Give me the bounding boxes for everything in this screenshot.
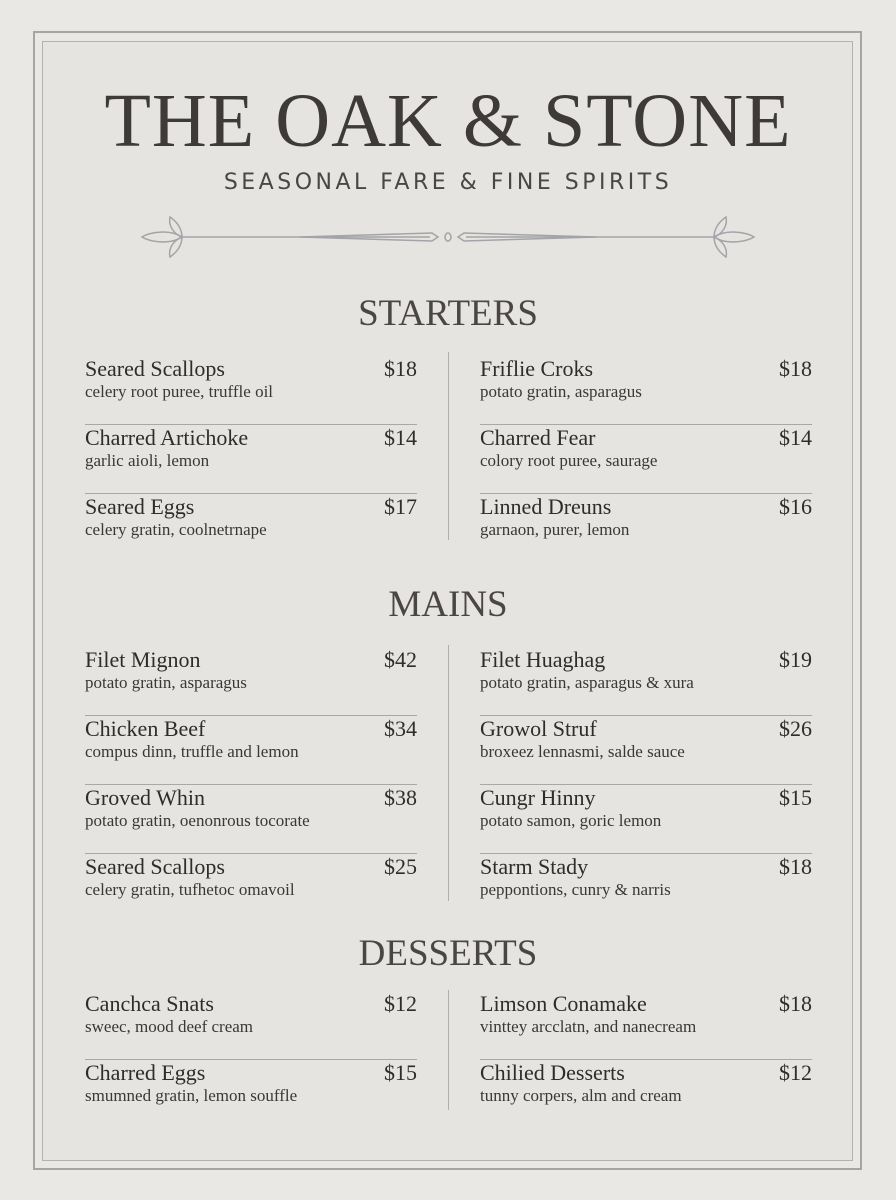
item-price: $18 (779, 356, 812, 381)
item-price: $12 (384, 991, 417, 1016)
menu-item (85, 356, 417, 425)
item-name: Limson Conamake (480, 991, 647, 1016)
starters-right-column (480, 356, 812, 563)
desserts-right-column (480, 991, 812, 1129)
tagline: SEASONAL FARE & FINE SPIRITS (223, 170, 673, 195)
restaurant-name: THE OAK & STONE (104, 79, 792, 163)
section-title-desserts: DESSERTS (358, 933, 538, 974)
item-description: garlic aioli, lemon (85, 451, 210, 470)
item-description: vinttey arcclatn, and nanecream (480, 1017, 697, 1036)
item-price: $25 (384, 854, 417, 879)
item-description: celery gratin, coolnetrnape (85, 520, 267, 539)
item-description: potato gratin, asparagus & xura (480, 673, 694, 692)
item-price: $15 (384, 1060, 417, 1085)
item-name: Starm Stady (480, 854, 589, 879)
menu-item (480, 356, 812, 425)
item-description: potato samon, goric lemon (480, 811, 662, 830)
menu-item (480, 425, 812, 494)
column-divider (448, 352, 449, 540)
item-name: Seared Eggs (85, 494, 195, 519)
item-price: $18 (779, 854, 812, 879)
item-price: $38 (384, 785, 417, 810)
item-name: Friflie Croks (480, 356, 594, 381)
item-description: garnaon, purer, lemon (480, 520, 630, 539)
menu-item (85, 647, 417, 716)
menu-item (480, 854, 812, 923)
item-name: Chilied Desserts (480, 1060, 625, 1085)
menu-item (85, 991, 417, 1060)
menu-item (85, 1060, 417, 1129)
item-price: $19 (779, 647, 812, 672)
menu-item (480, 716, 812, 785)
item-price: $16 (779, 494, 812, 519)
menu-item (480, 647, 812, 716)
item-price: $34 (384, 716, 417, 741)
item-description: broxeez lennasmi, salde sauce (480, 742, 685, 761)
item-name: Growol Struf (480, 716, 597, 741)
leaf-divider-ornament (140, 214, 756, 260)
item-name: Seared Scallops (85, 356, 225, 381)
item-description: smumned gratin, lemon souffle (85, 1086, 298, 1105)
menu-item (480, 785, 812, 854)
item-price: $14 (779, 425, 812, 450)
menu-item (85, 854, 417, 923)
menu-item (480, 991, 812, 1060)
item-price: $42 (384, 647, 417, 672)
item-description: potato gratin, oenonrous tocorate (85, 811, 310, 830)
item-name: Groved Whin (85, 785, 205, 810)
menu-item (85, 785, 417, 854)
menu-item (85, 494, 417, 563)
column-divider (448, 990, 449, 1110)
item-price: $26 (779, 716, 812, 741)
section-title-starters: STARTERS (358, 293, 538, 334)
item-price: $14 (384, 425, 417, 450)
item-name: Charred Artichoke (85, 425, 249, 450)
mains-left-column (85, 647, 417, 923)
item-description: celery gratin, tufhetoc omavoil (85, 880, 295, 899)
item-description: celery root puree, truffle oil (85, 382, 274, 401)
column-divider (448, 645, 449, 901)
item-name: Chicken Beef (85, 716, 206, 741)
item-price: $12 (779, 1060, 812, 1085)
item-name: Charred Fear (480, 425, 596, 450)
menu-item (85, 425, 417, 494)
item-name: Seared Scallops (85, 854, 225, 879)
item-description: tunny corpers, alm and cream (480, 1086, 682, 1105)
item-description: colory root puree, saurage (480, 451, 658, 470)
item-price: $18 (384, 356, 417, 381)
item-name: Filet Huaghag (480, 647, 606, 672)
item-description: potato gratin, asparagus (480, 382, 642, 401)
item-description: peppontions, cunry & narris (480, 880, 671, 899)
item-name: Charred Eggs (85, 1060, 206, 1085)
item-name: Cungr Hinny (480, 785, 596, 810)
desserts-left-column (85, 991, 417, 1129)
item-price: $17 (384, 494, 417, 519)
starters-left-column (85, 356, 417, 563)
item-name: Linned Dreuns (480, 494, 612, 519)
section-title-mains: MAINS (388, 584, 508, 625)
item-name: Filet Mignon (85, 647, 201, 672)
item-description: compus dinn, truffle and lemon (85, 742, 299, 761)
item-price: $15 (779, 785, 812, 810)
item-price: $18 (779, 991, 812, 1016)
menu-item (480, 494, 812, 563)
mains-right-column (480, 647, 812, 923)
menu-item (85, 716, 417, 785)
menu-item (480, 1060, 812, 1129)
item-description: sweec, mood deef cream (85, 1017, 254, 1036)
item-description: potato gratin, asparagus (85, 673, 247, 692)
item-name: Canchca Snats (85, 991, 214, 1016)
